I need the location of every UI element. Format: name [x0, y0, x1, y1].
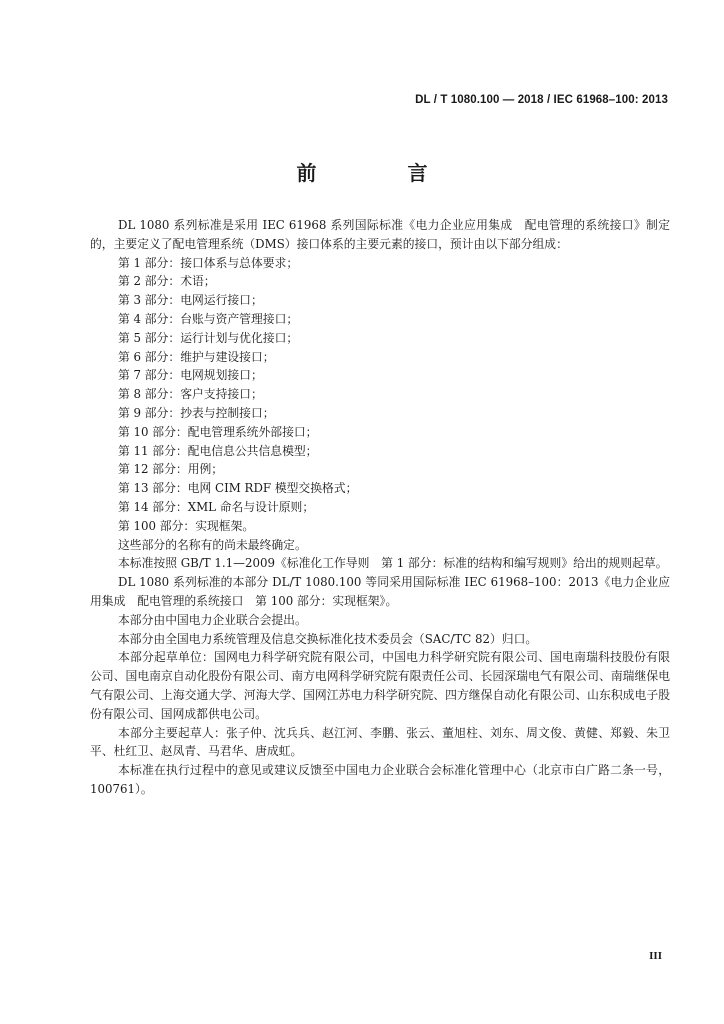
document-id-header: DL / T 1080.100 — 2018 / IEC 61968–100: 2013 [415, 94, 668, 106]
page-title: 前 言 [296, 161, 470, 185]
feedback-paragraph: 本标准在执行过程中的意见或建议反馈至中国电力企业联合会标准化管理中心（北京市白广路二条一号，100761）。 [90, 763, 670, 796]
adoption-paragraph: DL 1080 系列标准的本部分 DL/T 1080.100 等同采用国际标准 IEC 61968–100：2013《电力企业应用集成 配电管理的系统接口 第 100 部分：实现框架》。 [90, 575, 670, 608]
part-item: 第 12 部分：用例； [118, 462, 224, 477]
part-item: 第 9 部分：抄表与控制接口； [118, 405, 275, 420]
part-item: 第 11 部分：配电信息公共信息模型； [118, 443, 318, 458]
part-item: 第 13 部分：电网 CIM RDF 模型交换格式； [118, 481, 358, 496]
proposer-paragraph: 本部分由中国电力企业联合会提出。 [118, 612, 307, 627]
part-item: 第 10 部分：配电管理系统外部接口； [118, 424, 318, 439]
part-item: 第 8 部分：客户支持接口； [118, 387, 263, 402]
parts-list [90, 254, 670, 536]
page-number: III [649, 950, 662, 962]
part-item: 第 6 部分：维护与建设接口； [118, 349, 275, 364]
part-item: 第 7 部分：电网规划接口； [118, 368, 263, 383]
part-item: 第 2 部分：术语； [118, 274, 216, 289]
part-item: 第 3 部分：电网运行接口； [118, 293, 263, 308]
document-body [90, 216, 670, 799]
drafters-paragraph: 本部分主要起草人：张子仲、沈兵兵、赵江河、李鹏、张云、董旭柱、刘东、周文俊、黄健、郑毅、朱卫平、杜红卫、赵凤青、马君华、唐成虹。 [90, 725, 670, 759]
drafting-units-paragraph: 本部分起草单位：国网电力科学研究院有限公司，中国电力科学研究院有限公司、国电南瑞科技股份有限公司、国电南京自动化股份有限公司、南方电网科学研究院有限责任公司、长园深瑞电气有限公司、南瑞继保电气有限公司、上海交通大学、河海大学、国网江苏电力科学研究院、四方继保自动化有限公司、山东积成电子股份有限公司、国网成都供电公司。 [90, 650, 670, 721]
committee-paragraph: 本部分由全国电力系统管理及信息交换标准化技术委员会（SAC/TC 82）归口。 [118, 631, 538, 646]
part-item: 第 5 部分：运行计划与优化接口； [118, 330, 299, 345]
part-item: 第 1 部分：接口体系与总体要求； [118, 255, 299, 270]
part-item: 第 14 部分：XML 命名与设计原则； [118, 499, 315, 514]
part-item: 第 4 部分：台账与资产管理接口； [118, 311, 299, 326]
part-item: 第 100 部分：实现框架。 [118, 518, 255, 533]
drafting-rules-paragraph: 本标准按照 GB/T 1.1—2009《标准化工作导则 第 1 部分：标准的结构和编写规则》给出的规则起草。 [118, 556, 668, 571]
intro-paragraph: DL 1080 系列标准是采用 IEC 61968 系列国际标准《电力企业应用集成 配电管理的系统接口》制定的，主要定义了配电管理系统（DMS）接口体系的主要元素的接口，预计由以下部分组成： [90, 218, 670, 251]
parts-note-paragraph: 这些部分的名称有的尚未最终确定。 [118, 537, 307, 552]
